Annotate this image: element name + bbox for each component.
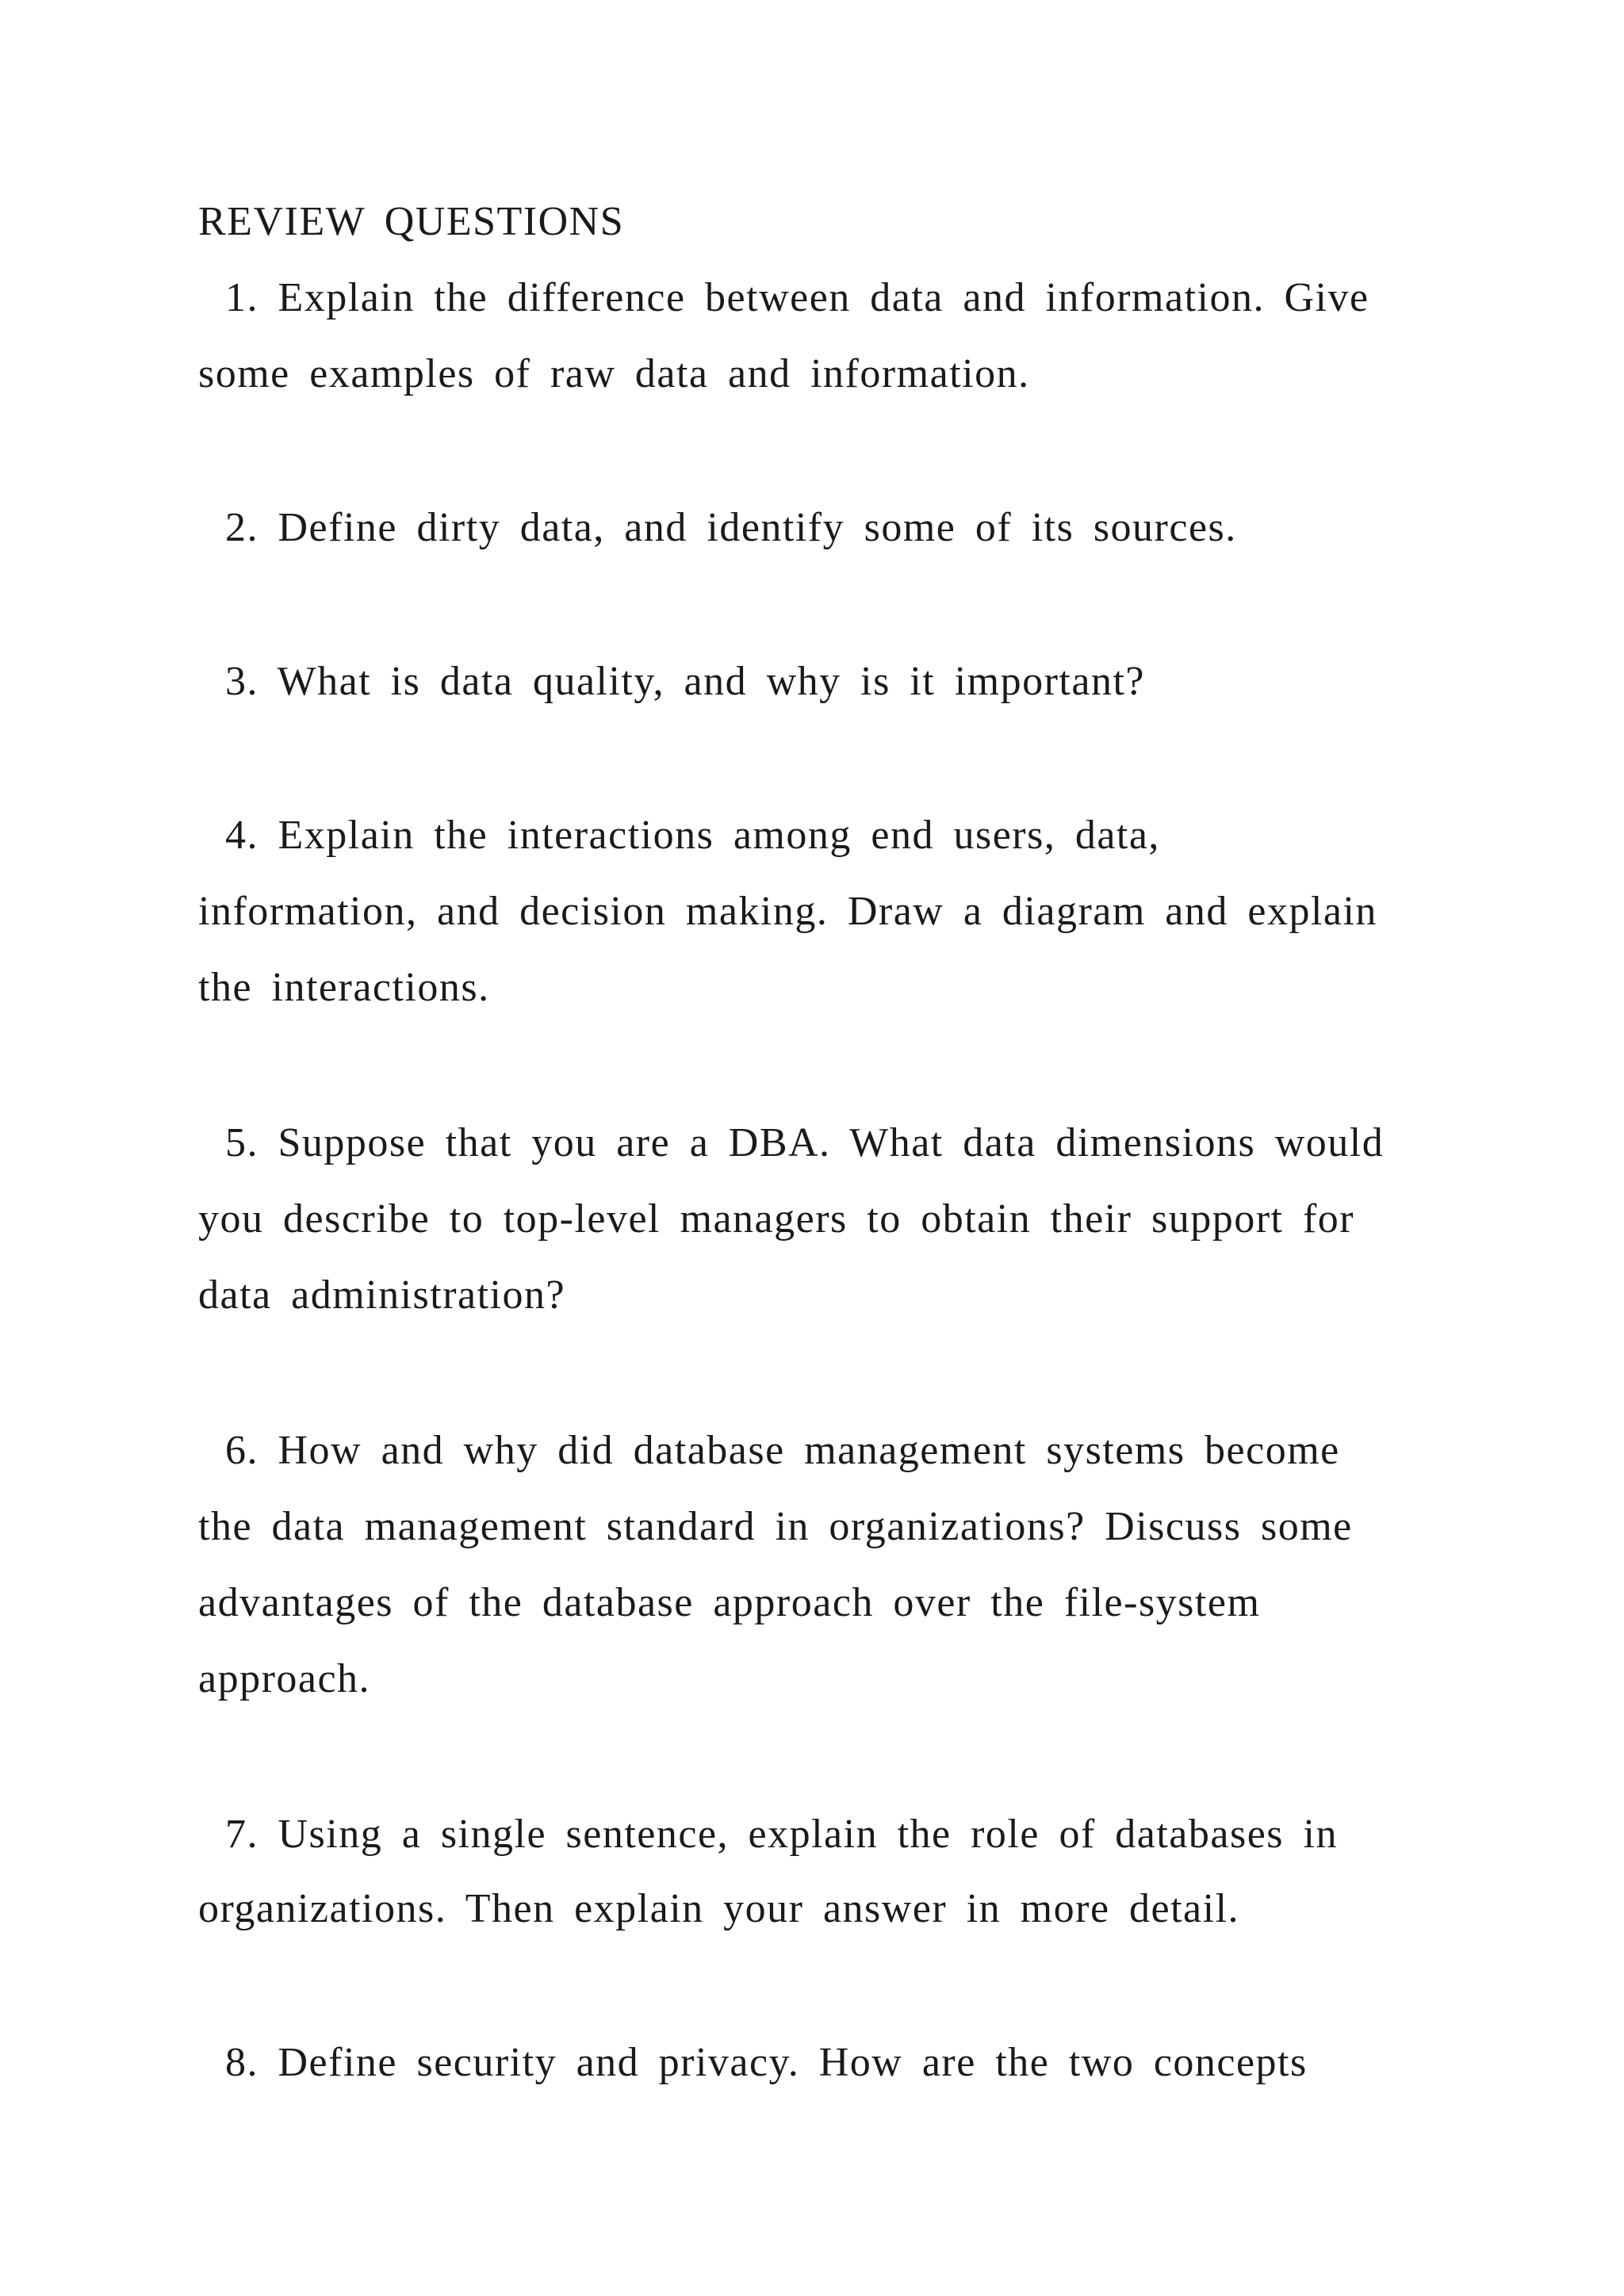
question-line: some examples of raw data and information. bbox=[198, 351, 1030, 396]
question-line: 7. Using a single sentence, explain the role of databases in bbox=[225, 1812, 1338, 1857]
question-line: 5. Suppose that you are a DBA. What data dimensions would bbox=[225, 1120, 1385, 1165]
section-heading: REVIEW QUESTIONS bbox=[198, 199, 625, 244]
question-line: you describe to top-level managers to obtain their support for bbox=[198, 1196, 1355, 1242]
question-line: information, and decision making. Draw a diagram and explain bbox=[198, 889, 1377, 934]
question-line: data administration? bbox=[198, 1272, 566, 1318]
question-line: organizations. Then explain your answer in more detail. bbox=[198, 1886, 1240, 1931]
question-line: 8. Define security and privacy. How are the two concepts bbox=[225, 2040, 1308, 2085]
question-line: advantages of the database approach over the file-system bbox=[198, 1580, 1261, 1625]
question-line: 6. How and why did database management systems become bbox=[225, 1428, 1340, 1473]
question-line: 3. What is data quality, and why is it important? bbox=[225, 659, 1145, 704]
question-line: the interactions. bbox=[198, 965, 490, 1010]
question-line: the data management standard in organizations? Discuss some bbox=[198, 1504, 1353, 1549]
question-line: 1. Explain the difference between data and information. Give bbox=[225, 275, 1369, 320]
question-line: 4. Explain the interactions among end users, data, bbox=[225, 813, 1160, 858]
question-line: 2. Define dirty data, and identify some of its sources. bbox=[225, 505, 1237, 550]
question-line: approach. bbox=[198, 1656, 371, 1701]
